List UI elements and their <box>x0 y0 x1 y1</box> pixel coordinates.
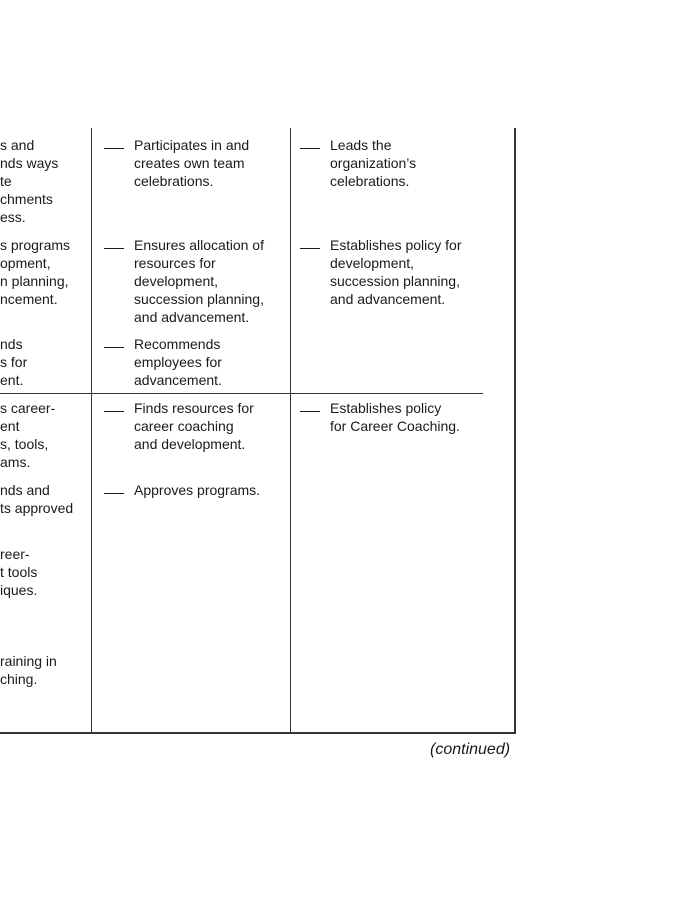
col1-item: s and nds ways te chments ess. <box>0 137 59 225</box>
col1-item: reer- t tools iques. <box>0 546 38 598</box>
checkbox-blank[interactable] <box>104 347 124 348</box>
checklist-table: s and nds ways te chments ess. s programs opment, n planning, ncement. nds s for ent. s career- ent s, tools, ams. nds and ts approved reer- t tools iques. raining in ching. Participates in and creates own team celebrations. Ensures allocation of resources for development, succession planning, and advancement. Recommends employees for advancement. Finds resources for career coaching and development. Approves programs. Leads the organization’s celebrations. Establishes policy for development, succession planning, and advancement. Establishes policy for Career Coaching. (continued) <box>0 0 678 900</box>
checkbox-blank[interactable] <box>104 493 124 494</box>
checkbox-blank[interactable] <box>300 148 320 149</box>
table-bottom-border <box>0 732 516 734</box>
checkbox-blank[interactable] <box>104 148 124 149</box>
column-divider-2 <box>290 128 291 733</box>
col1-item: nds and ts approved <box>0 482 74 516</box>
checkbox-blank[interactable] <box>104 248 124 249</box>
column-divider-1 <box>91 128 92 733</box>
column-1-clipped <box>0 130 90 730</box>
checkbox-blank[interactable] <box>104 411 124 412</box>
checkbox-blank[interactable] <box>300 411 320 412</box>
checkbox-blank[interactable] <box>300 248 320 249</box>
continued-label: (continued) <box>430 741 511 758</box>
col1-item: s career- ent s, tools, ams. <box>0 400 56 470</box>
table-right-border <box>514 128 516 734</box>
col1-item: nds s for ent. <box>0 336 28 388</box>
col1-item: s programs opment, n planning, ncement. <box>0 237 71 307</box>
col1-item: raining in ching. <box>0 653 57 687</box>
